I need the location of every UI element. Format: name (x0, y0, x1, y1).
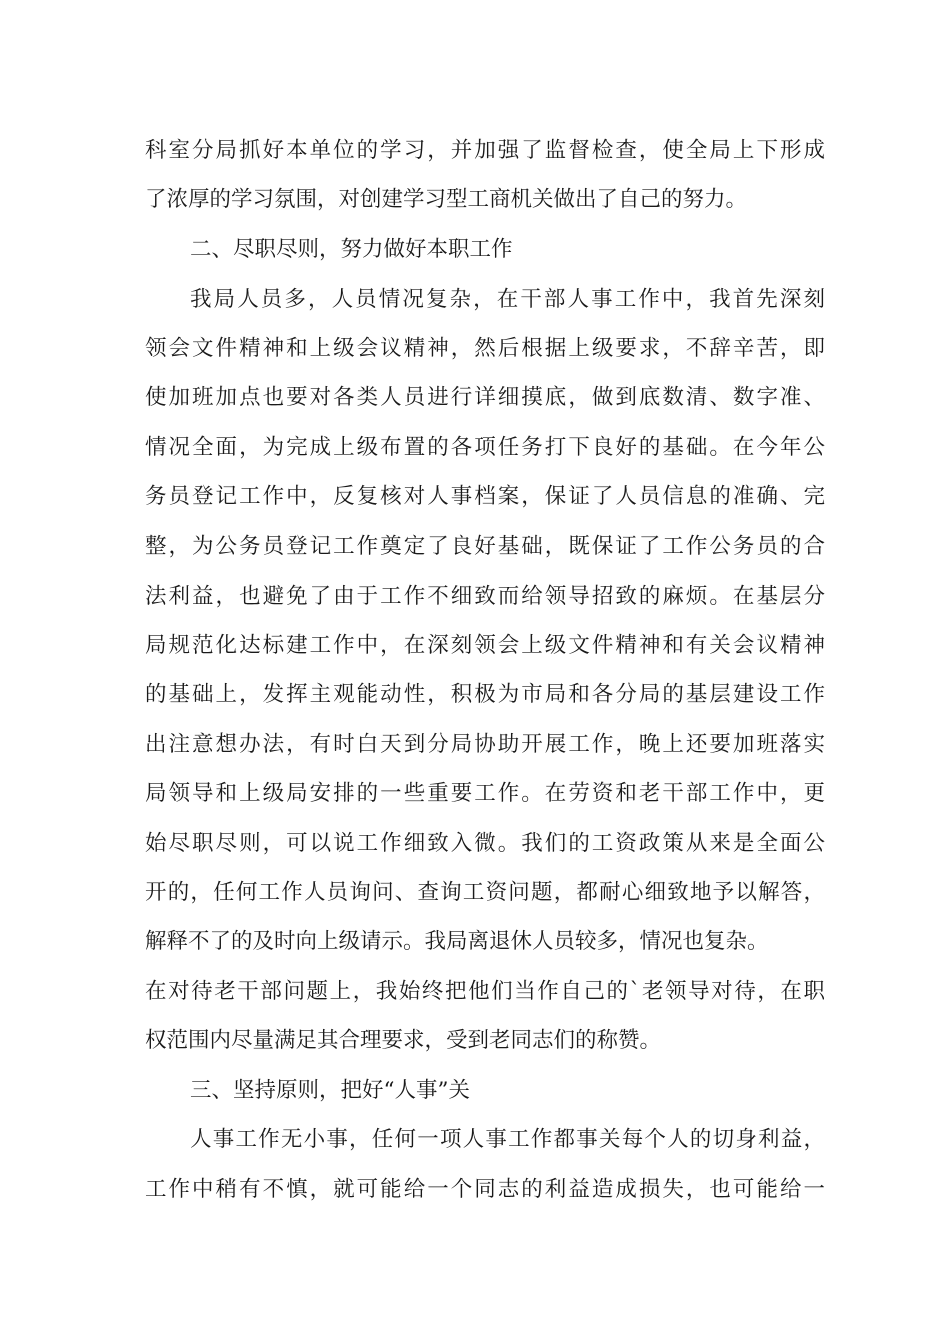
text-line: 法利益，也避免了由于工作不细致而给领导招致的麻烦。在基层分 (145, 584, 825, 609)
paragraph-first-line: 人事工作无小事，任何一项人事工作都事关每个人的切身利益， (190, 1127, 825, 1152)
text-line: 领会文件精神和上级会议精神，然后根据上级要求，不辞辛苦，即 (145, 336, 825, 361)
text-line: 使加班加点也要对各类人员进行详细摸底，做到底数清、数字准、 (145, 385, 825, 410)
text-line: 开的，任何工作人员询问、查询工资问题，都耐心细致地予以解答， (145, 880, 825, 905)
text-line: 出注意想办法，有时白天到分局协助开展工作，晚上还要加班落实 (145, 732, 825, 757)
paragraph-first-line: 我局人员多，人员情况复杂，在干部人事工作中，我首先深刻 (190, 287, 825, 312)
text-line: 局规范化达标建工作中，在深刻领会上级文件精神和有关会议精神 (145, 633, 825, 658)
text-line: 始尽职尽则，可以说工作细致入微。我们的工资政策从来是全面公 (145, 831, 825, 856)
text-line: 科室分局抓好本单位的学习，并加强了监督检查，使全局上下形成 (145, 138, 825, 163)
section-heading-2: 二、尽职尽则，努力做好本职工作 (190, 237, 513, 262)
text-line: 整，为公务员登记工作奠定了良好基础，既保证了工作公务员的合 (145, 534, 825, 559)
text-line: 的基础上，发挥主观能动性，积极为市局和各分局的基层建设工作 (145, 682, 825, 707)
text-line: 局领导和上级局安排的一些重要工作。在劳资和老干部工作中，更 (145, 781, 825, 806)
text-line: 解释不了的及时向上级请示。我局离退休人员较多，情况也复杂。 (145, 929, 769, 954)
text-line: 了浓厚的学习氛围，对创建学习型工商机关做出了自己的努力。 (145, 187, 748, 212)
text-line: 务员登记工作中，反复核对人事档案，保证了人员信息的准确、完 (145, 484, 825, 509)
text-line: 在对待老干部问题上，我始终把他们当作自己的`老领导对待，在职 (145, 979, 825, 1004)
text-line: 情况全面，为完成上级布置的各项任务打下良好的基础。在今年公 (145, 435, 825, 460)
text-line: 权范围内尽量满足其合理要求，受到老同志们的称赞。 (145, 1028, 662, 1053)
section-heading-3: 三、坚持原则，把好“人事”关 (190, 1078, 470, 1103)
text-line: 工作中稍有不慎，就可能给一个同志的利益造成损失，也可能给一 (145, 1177, 825, 1202)
